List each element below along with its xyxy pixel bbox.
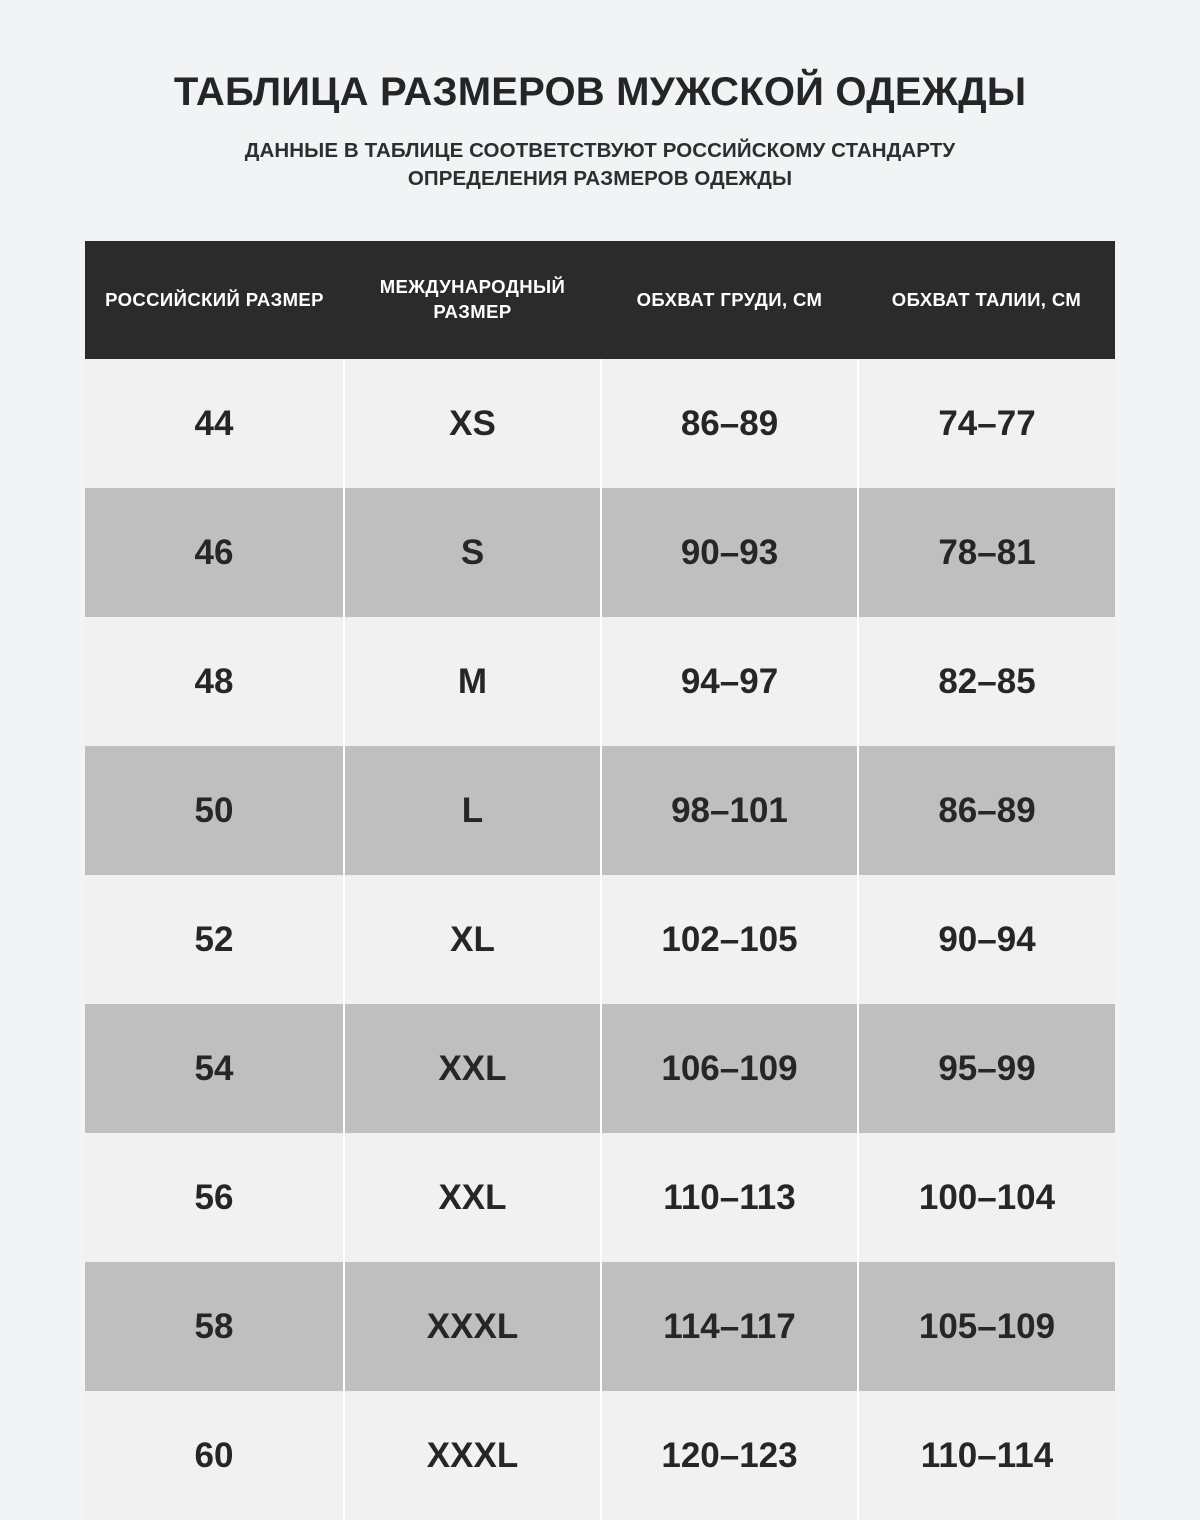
cell-international-size: XXXL xyxy=(344,1262,601,1391)
cell-russian-size: 54 xyxy=(85,1004,344,1133)
cell-international-size: XXL xyxy=(344,1133,601,1262)
cell-waist: 95–99 xyxy=(858,1004,1115,1133)
cell-chest: 86–89 xyxy=(601,359,858,488)
cell-international-size: XXXL xyxy=(344,1391,601,1520)
size-table-container xyxy=(85,241,1115,1520)
column-header-international-size: МЕЖДУНАРОДНЫЙ РАЗМЕР xyxy=(344,241,601,359)
table-body xyxy=(85,359,1115,1520)
cell-russian-size: 46 xyxy=(85,488,344,617)
size-table xyxy=(85,241,1115,1520)
cell-russian-size: 52 xyxy=(85,875,344,1004)
column-header-waist: ОБХВАТ ТАЛИИ, СМ xyxy=(858,241,1115,359)
cell-chest: 90–93 xyxy=(601,488,858,617)
cell-chest: 98–101 xyxy=(601,746,858,875)
table-row xyxy=(85,1391,1115,1520)
cell-international-size: XS xyxy=(344,359,601,488)
column-header-russian-size: РОССИЙСКИЙ РАЗМЕР xyxy=(85,241,344,359)
cell-waist: 78–81 xyxy=(858,488,1115,617)
cell-international-size: L xyxy=(344,746,601,875)
cell-waist: 74–77 xyxy=(858,359,1115,488)
table-row xyxy=(85,488,1115,617)
cell-international-size: M xyxy=(344,617,601,746)
cell-chest: 114–117 xyxy=(601,1262,858,1391)
table-row xyxy=(85,359,1115,488)
table-row xyxy=(85,617,1115,746)
cell-russian-size: 56 xyxy=(85,1133,344,1262)
table-row xyxy=(85,875,1115,1004)
table-row xyxy=(85,1133,1115,1262)
cell-russian-size: 50 xyxy=(85,746,344,875)
cell-chest: 102–105 xyxy=(601,875,858,1004)
cell-russian-size: 58 xyxy=(85,1262,344,1391)
table-header xyxy=(85,241,1115,359)
cell-international-size: XXL xyxy=(344,1004,601,1133)
cell-waist: 105–109 xyxy=(858,1262,1115,1391)
page-subtitle: ДАННЫЕ В ТАБЛИЦЕ СООТВЕТСТВУЮТ РОССИЙСКОМУ СТАНДАРТУ ОПРЕДЕЛЕНИЯ РАЗМЕРОВ ОДЕЖДЫ xyxy=(244,138,956,191)
cell-russian-size: 48 xyxy=(85,617,344,746)
table-row xyxy=(85,746,1115,875)
cell-waist: 110–114 xyxy=(858,1391,1115,1520)
cell-international-size: S xyxy=(344,488,601,617)
cell-chest: 110–113 xyxy=(601,1133,858,1262)
cell-waist: 90–94 xyxy=(858,875,1115,1004)
cell-chest: 94–97 xyxy=(601,617,858,746)
table-row xyxy=(85,1004,1115,1133)
cell-waist: 100–104 xyxy=(858,1133,1115,1262)
cell-russian-size: 44 xyxy=(85,359,344,488)
cell-chest: 120–123 xyxy=(601,1391,858,1520)
page-title: ТАБЛИЦА РАЗМЕРОВ МУЖСКОЙ ОДЕЖДЫ xyxy=(173,70,1027,114)
cell-international-size: XL xyxy=(344,875,601,1004)
column-header-chest: ОБХВАТ ГРУДИ, СМ xyxy=(601,241,858,359)
table-row xyxy=(85,1262,1115,1391)
table-header-row xyxy=(85,241,1115,359)
cell-waist: 82–85 xyxy=(858,617,1115,746)
cell-waist: 86–89 xyxy=(858,746,1115,875)
cell-chest: 106–109 xyxy=(601,1004,858,1133)
cell-russian-size: 60 xyxy=(85,1391,344,1520)
